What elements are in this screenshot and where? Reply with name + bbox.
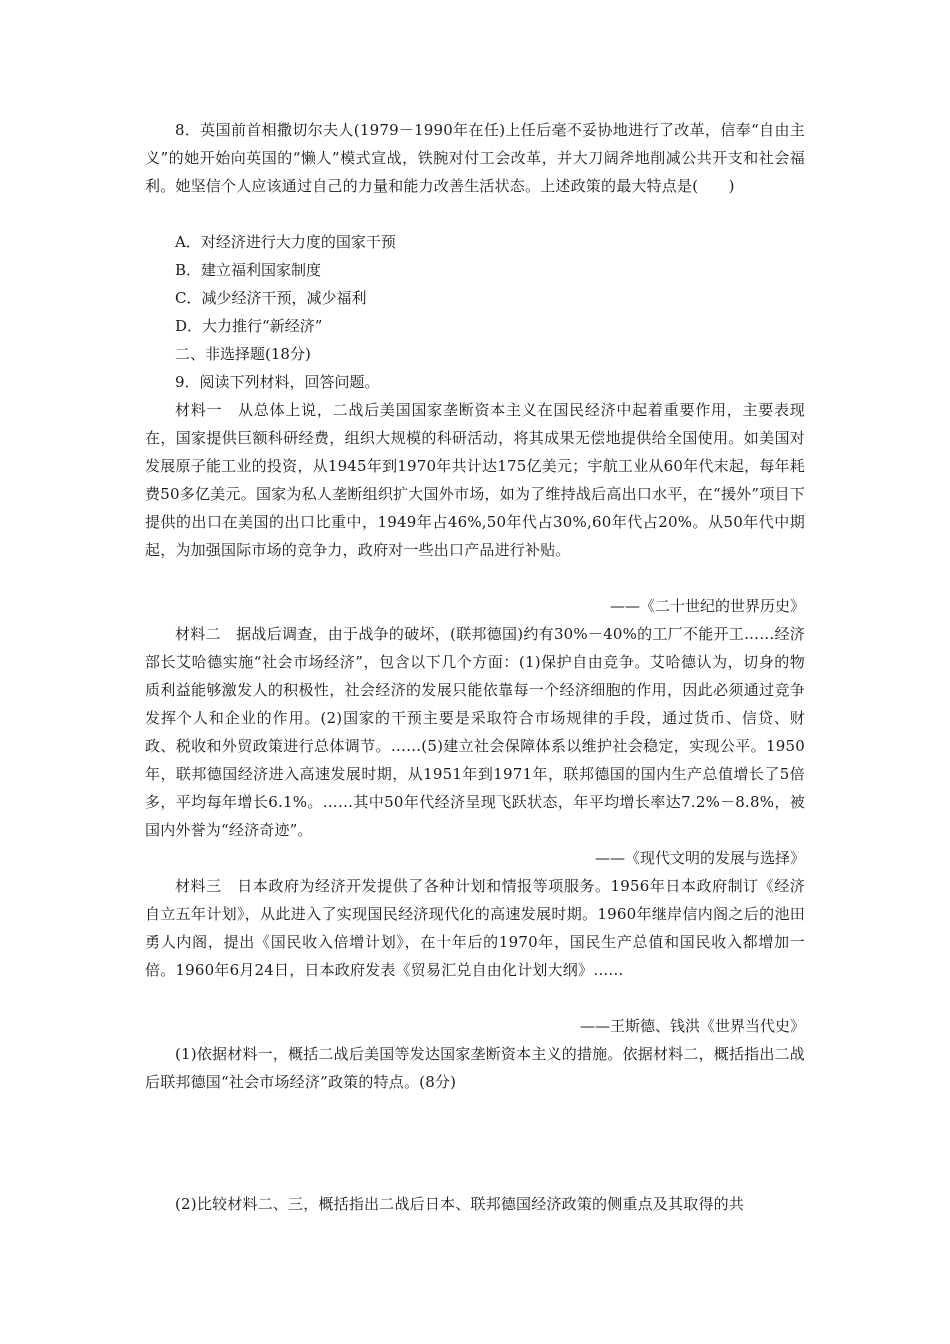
question-8-option-b: B．建立福利国家制度 xyxy=(175,261,322,279)
question-8-option-a: A．对经济进行大力度的国家干预 xyxy=(175,233,396,251)
question-8-option-d: D．大力推行“新经济” xyxy=(175,317,323,335)
question-8-option-c: C．减少经济干预，减少福利 xyxy=(175,289,367,307)
question-9-stem: 9．阅读下列材料，回答问题。 xyxy=(175,373,380,391)
material-1-source: ——《二十世纪的世界历史》 xyxy=(609,597,805,615)
material-3: 材料三 日本政府为经济开发提供了各种计划和情报等项服务。1956年日本政府制订《经济自立五年计划》，从此进入了实现国民经济现代化的高速发展时期。1960年继岸信内阁之后的池田勇人内阁，提出《国民收入倍增计划》，在十年后的1970年，国民生产总值和国民收入都增加一倍。1960年6月24日，日本政府发表《贸易汇兑自由化计划大纲》…… xyxy=(145,877,805,979)
section-title: 二、非选择题(18分) xyxy=(175,345,311,363)
sub-question-2: (2)比较材料二、三，概括指出二战后日本、联邦德国经济政策的侧重点及其取得的共 xyxy=(175,1195,745,1213)
sub-question-1: (1)依据材料一，概括二战后美国等发达国家垄断资本主义的措施。依据材料二，概括指出二战后联邦德国“社会市场经济”政策的特点。(8分) xyxy=(145,1045,805,1091)
material-2: 材料二 据战后调查，由于战争的破坏，(联邦德国)约有30%－40%的工厂不能开工……经济部长艾哈德实施“社会市场经济”，包含以下几个方面：(1)保护自由竞争。艾哈德认为，切身的物质利益能够激发人的积极性，社会经济的发展只能依靠每一个经济细胞的作用，因此必须通过竞争发挥个人和企业的作用。(2)国家的干预主要是采取符合市场规律的手段，通过货币、信贷、财政、税收和外贸政策进行总体调节。……(5)建立社会保障体系以维护社会稳定，实现公平。1950年，联邦德国经济进入高速发展时期，从1951年到1971年，联邦德国的国内生产总值增长了5倍多，平均每年增长6.1%。……其中50年代经济呈现飞跃状态，年平均增长率达7.2%－8.8%，被国内外誉为“经济奇迹”。 xyxy=(145,625,805,839)
material-1: 材料一 从总体上说，二战后美国国家垄断资本主义在国民经济中起着重要作用，主要表现在，国家提供巨额科研经费，组织大规模的科研活动，将其成果无偿地提供给全国使用。如美国对发展原子能工业的投资，从1945年到1970年共计达175亿美元；宇航工业从60年代末起，每年耗费50多亿美元。国家为私人垄断组织扩大国外市场，如为了维持战后高出口水平，在“援外”项目下提供的出口在美国的出口比重中，1949年占46%,50年代占30%,60年代占20%。从50年代中期起，为加强国际市场的竞争力，政府对一些出口产品进行补贴。 xyxy=(145,401,805,559)
material-3-source: ——王斯德、钱洪《世界当代史》 xyxy=(579,1017,805,1035)
question-8-stem: 8．英国前首相撒切尔夫人(1979－1990年在任)上任后毫不妥协地进行了改革，信奉“自由主义”的她开始向英国的“懒人”模式宣战，铁腕对付工会改革，并大刀阔斧地削减公共开支和社会福利。她坚信个人应该通过自己的力量和能力改善生活状态。上述政策的最大特点是( ) xyxy=(145,121,805,195)
material-2-source: ——《现代文明的发展与选择》 xyxy=(594,849,805,867)
